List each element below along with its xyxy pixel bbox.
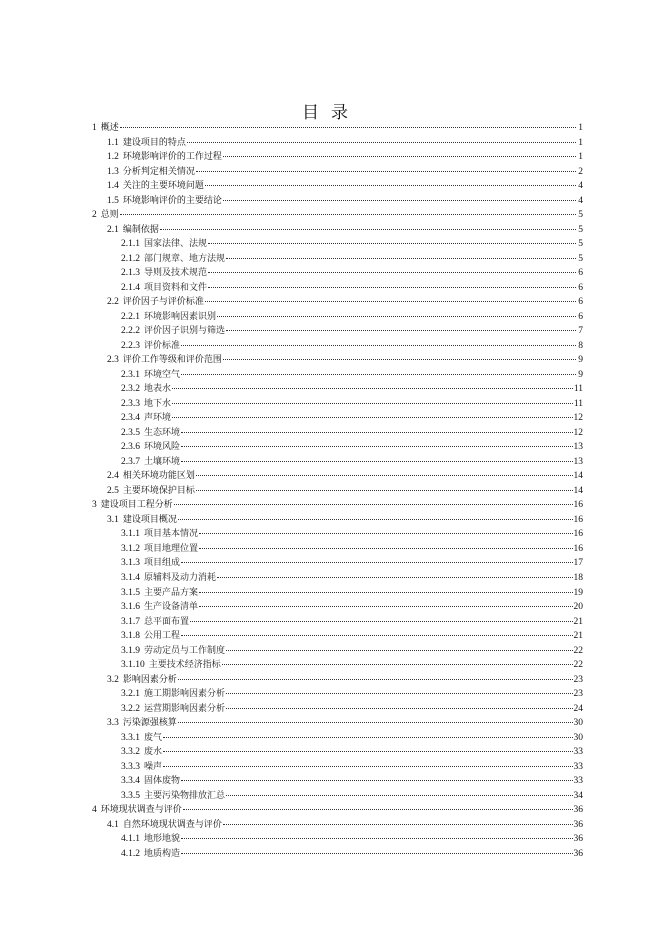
dot-leader	[120, 118, 576, 128]
toc-entry-page-number: 12	[573, 427, 583, 438]
toc-entry-page-number: 16	[573, 529, 583, 540]
dot-leader	[226, 699, 572, 709]
toc-entry-label: 建设项目工程分析	[100, 500, 173, 511]
toc-entry-label: 噪声	[144, 761, 163, 772]
dot-leader	[223, 350, 576, 360]
toc-entry-label: 废气	[144, 732, 163, 743]
toc-entry-page-number: 17	[573, 558, 583, 569]
toc-entry-number: 3.1.8	[121, 631, 140, 642]
toc-entry-number: 3.1.5	[121, 587, 140, 598]
toc-entry-number: 1.5	[107, 195, 119, 206]
toc-entry-label: 生产设备清单	[144, 602, 199, 613]
toc-entry-number: 2.1.3	[121, 268, 140, 279]
toc-entry-number: 3.1.10	[121, 660, 145, 671]
toc-entry-number: 1.3	[107, 166, 119, 177]
toc-entry-label: 关注的主要环境问题	[122, 181, 204, 192]
dot-leader	[163, 757, 572, 767]
toc-entry-label: 环境现状调查与评价	[100, 805, 182, 816]
dot-leader	[190, 612, 572, 622]
toc-entry-number: 4.1.1	[121, 834, 140, 845]
toc-entry-number: 4	[92, 805, 97, 816]
toc-entry-label: 部门规章、地方法规	[144, 253, 226, 264]
toc-entry-page-number: 33	[573, 776, 583, 787]
dot-leader	[223, 147, 576, 157]
toc-entry-number: 1.1	[107, 137, 119, 148]
table-of-contents	[92, 120, 583, 860]
toc-entry-number: 3.2.1	[121, 689, 140, 700]
toc-entry-label: 相关环境功能区划	[122, 471, 195, 482]
toc-entry-page-number: 7	[578, 326, 583, 337]
toc-entry-label: 总平面布置	[144, 616, 190, 627]
dot-leader	[181, 423, 572, 433]
toc-entry-label: 导则及技术规范	[144, 268, 208, 279]
toc-entry-label: 项目资料和文件	[144, 282, 208, 293]
toc-entry-number: 2.2.3	[121, 340, 140, 351]
toc-entry-number: 1.2	[107, 152, 119, 163]
toc-entry-page-number: 12	[573, 413, 583, 424]
toc-entry-number: 4.1	[107, 819, 119, 830]
toc-entry-label: 概述	[100, 123, 119, 133]
toc-entry-number: 3	[92, 500, 97, 511]
toc-entry-page-number: 33	[573, 761, 583, 772]
toc-entry-page-number: 11	[573, 398, 583, 409]
toc-entry-page-number: 6	[578, 282, 583, 293]
toc-entry-label: 土壤环境	[144, 456, 181, 467]
toc-entry-number: 4.1.2	[121, 848, 140, 859]
dot-leader	[217, 307, 576, 317]
toc-entry-number: 2.3.4	[121, 413, 140, 424]
dot-leader	[226, 641, 572, 651]
dot-leader	[208, 278, 576, 288]
toc-entry-number: 2.3	[107, 355, 119, 366]
toc-entry-label: 环境影响评价的主要结论	[122, 195, 222, 206]
dot-leader	[196, 466, 573, 476]
dot-leader	[205, 176, 576, 186]
toc-entry-number: 2	[92, 210, 97, 221]
toc-entry-label: 地下水	[144, 398, 172, 409]
dot-leader	[199, 583, 572, 593]
toc-entry-number: 3.1.7	[121, 616, 140, 627]
dot-leader	[205, 292, 576, 302]
toc-entry-page-number: 9	[578, 355, 583, 366]
dot-leader	[181, 336, 576, 346]
toc-entry-number: 2.2.2	[121, 326, 140, 337]
dot-leader	[199, 597, 572, 607]
toc-entry-page-number: 36	[573, 834, 583, 845]
dot-leader	[163, 742, 572, 752]
toc-entry-number: 3.2	[107, 674, 119, 685]
toc-entry-number: 2.2.1	[121, 311, 140, 322]
toc-entry-page-number: 21	[573, 631, 583, 642]
toc-entry-label: 建设项目概况	[122, 514, 177, 525]
toc-entry-page-number: 6	[578, 268, 583, 279]
dot-leader	[178, 510, 573, 520]
dot-leader	[181, 553, 572, 563]
toc-entry-number: 1.4	[107, 181, 119, 192]
toc-entry-label: 劳动定员与工作制度	[144, 645, 226, 656]
toc-entry-number: 2.3.7	[121, 456, 140, 467]
toc-entry-page-number: 36	[573, 819, 583, 830]
toc-entry-page-number: 36	[573, 805, 583, 816]
toc-entry-number: 2.5	[107, 485, 119, 496]
toc-entry[interactable]	[92, 846, 583, 861]
toc-entry-number: 3.3.4	[121, 776, 140, 787]
toc-entry-label: 影响因素分析	[122, 674, 177, 685]
toc-entry-label: 地质构造	[144, 848, 181, 859]
dot-leader	[226, 786, 572, 796]
toc-entry-label: 固体废物	[144, 776, 181, 787]
dot-leader	[196, 481, 573, 491]
toc-entry-page-number: 6	[578, 297, 583, 308]
toc-entry-page-number: 36	[573, 848, 583, 859]
toc-entry-number: 3.3	[107, 718, 119, 729]
toc-entry-label: 主要环境保护目标	[122, 485, 195, 496]
toc-entry-number: 3.1.4	[121, 572, 140, 583]
toc-entry-page-number: 30	[573, 732, 583, 743]
dot-leader	[160, 220, 576, 230]
toc-title: 目录	[302, 103, 360, 123]
toc-entry-label: 项目组成	[144, 558, 181, 569]
toc-entry-page-number: 13	[573, 456, 583, 467]
dot-leader	[181, 829, 572, 839]
toc-entry-number: 3.2.2	[121, 703, 140, 714]
dot-leader	[172, 379, 573, 389]
toc-entry-label: 评价工作等级和评价范围	[122, 355, 222, 366]
toc-entry-page-number: 34	[573, 790, 583, 801]
toc-entry-page-number: 5	[578, 210, 583, 221]
dot-leader	[120, 205, 576, 215]
toc-entry-number: 2.1	[107, 224, 119, 235]
toc-entry-label: 总则	[100, 210, 119, 221]
toc-entry-page-number: 23	[573, 689, 583, 700]
dot-leader	[172, 394, 573, 404]
toc-entry-label: 国家法律、法规	[144, 239, 208, 250]
toc-entry-label: 编制依据	[122, 224, 159, 235]
toc-entry-page-number: 22	[573, 660, 583, 671]
dot-leader	[226, 321, 576, 331]
toc-entry-page-number: 14	[573, 485, 583, 496]
toc-entry-number: 3.3.2	[121, 747, 140, 758]
toc-entry-label: 环境影响因素识别	[144, 311, 217, 322]
toc-entry-page-number: 9	[578, 369, 583, 380]
toc-entry-label: 声环境	[144, 413, 172, 424]
dot-leader	[199, 539, 572, 549]
toc-entry-number: 2.2	[107, 297, 119, 308]
toc-entry-label: 建设项目的特点	[122, 137, 186, 148]
toc-entry-page-number: 21	[573, 616, 583, 627]
dot-leader	[181, 771, 572, 781]
toc-entry-page-number: 24	[573, 703, 583, 714]
toc-entry-number: 3.1.3	[121, 558, 140, 569]
dot-leader	[183, 800, 573, 810]
toc-entry-label: 项目地理位置	[144, 543, 199, 554]
toc-entry-page-number: 2	[578, 166, 583, 177]
toc-entry-page-number: 8	[578, 340, 583, 351]
toc-entry-number: 3.1.2	[121, 543, 140, 554]
toc-entry-label: 运营期影响因素分析	[144, 703, 226, 714]
dot-leader	[222, 655, 573, 665]
toc-entry-page-number: 6	[578, 311, 583, 322]
dot-leader	[226, 249, 576, 259]
toc-entry-label: 分析判定相关情况	[122, 166, 195, 177]
toc-entry-page-number: 16	[573, 514, 583, 525]
toc-entry-page-number: 5	[578, 239, 583, 250]
toc-entry-page-number: 19	[573, 587, 583, 598]
toc-entry-label: 环境影响评价的工作过程	[122, 152, 222, 163]
toc-entry-label: 环境空气	[144, 369, 181, 380]
toc-entry-label: 原辅料及动力消耗	[144, 572, 217, 583]
dot-leader	[178, 713, 573, 723]
toc-entry-label: 主要污染物排放汇总	[144, 790, 226, 801]
toc-entry-page-number: 20	[573, 602, 583, 613]
toc-entry-number: 3.3.5	[121, 790, 140, 801]
dot-leader	[181, 844, 572, 854]
toc-entry-label: 公用工程	[144, 631, 181, 642]
toc-entry-page-number: 1	[578, 123, 583, 133]
dot-leader	[181, 452, 572, 462]
toc-entry-number: 2.3.6	[121, 442, 140, 453]
dot-leader	[199, 524, 572, 534]
toc-entry-label: 施工期影响因素分析	[144, 689, 226, 700]
dot-leader	[187, 133, 576, 143]
toc-entry-label: 主要技术经济指标	[148, 660, 221, 671]
toc-entry-number: 2.1.1	[121, 239, 140, 250]
toc-entry-number: 3.3.1	[121, 732, 140, 743]
toc-entry-page-number: 5	[578, 253, 583, 264]
toc-entry-page-number: 18	[573, 572, 583, 583]
toc-entry-page-number: 16	[573, 500, 583, 511]
dot-leader	[163, 728, 572, 738]
toc-entry-number: 1	[92, 123, 97, 133]
toc-entry-page-number: 11	[573, 384, 583, 395]
dot-leader	[226, 684, 572, 694]
toc-entry-label: 项目基本情况	[144, 529, 199, 540]
dot-leader	[181, 437, 572, 447]
toc-entry-number: 2.3.3	[121, 398, 140, 409]
dot-leader	[223, 815, 573, 825]
toc-entry-page-number: 16	[573, 543, 583, 554]
dot-leader	[208, 263, 576, 273]
toc-entry-number: 3.1.6	[121, 602, 140, 613]
toc-entry-page-number: 5	[578, 224, 583, 235]
toc-entry-page-number: 13	[573, 442, 583, 453]
dot-leader	[178, 670, 573, 680]
dot-leader	[181, 365, 576, 375]
toc-entry-page-number: 4	[578, 195, 583, 206]
toc-entry-label: 主要产品方案	[144, 587, 199, 598]
toc-entry-page-number: 1	[578, 137, 583, 148]
dot-leader	[223, 191, 576, 201]
toc-entry-number: 2.1.4	[121, 282, 140, 293]
dot-leader	[174, 495, 573, 505]
dot-leader	[172, 408, 572, 418]
toc-entry-label: 地表水	[144, 384, 172, 395]
toc-entry-label: 地形地貌	[144, 834, 181, 845]
toc-entry-page-number: 30	[573, 718, 583, 729]
toc-entry-page-number: 33	[573, 747, 583, 758]
dot-leader	[181, 626, 572, 636]
toc-entry-page-number: 4	[578, 181, 583, 192]
toc-entry-page-number: 23	[573, 674, 583, 685]
toc-entry-label: 环境风险	[144, 442, 181, 453]
toc-entry-number: 2.4	[107, 471, 119, 482]
toc-entry-page-number: 1	[578, 152, 583, 163]
toc-entry-label: 自然环境现状调查与评价	[122, 819, 222, 830]
dot-leader	[208, 234, 576, 244]
toc-entry-number: 3.3.3	[121, 761, 140, 772]
toc-entry-number: 2.1.2	[121, 253, 140, 264]
dot-leader	[217, 568, 572, 578]
toc-entry-number: 2.3.2	[121, 384, 140, 395]
toc-entry-label: 废水	[144, 747, 163, 758]
toc-entry-number: 2.3.1	[121, 369, 140, 380]
toc-entry-label: 评价因子识别与筛选	[144, 326, 226, 337]
toc-entry-label: 污染源强核算	[122, 718, 177, 729]
toc-entry-label: 评价标准	[144, 340, 181, 351]
toc-entry-label: 评价因子与评价标准	[122, 297, 204, 308]
toc-entry-number: 3.1	[107, 514, 119, 525]
toc-entry-number: 3.1.9	[121, 645, 140, 656]
toc-entry-page-number: 14	[573, 471, 583, 482]
toc-entry-number: 3.1.1	[121, 529, 140, 540]
dot-leader	[196, 162, 576, 172]
toc-entry-page-number: 22	[573, 645, 583, 656]
toc-entry-label: 生态环境	[144, 427, 181, 438]
toc-entry-number: 2.3.5	[121, 427, 140, 438]
